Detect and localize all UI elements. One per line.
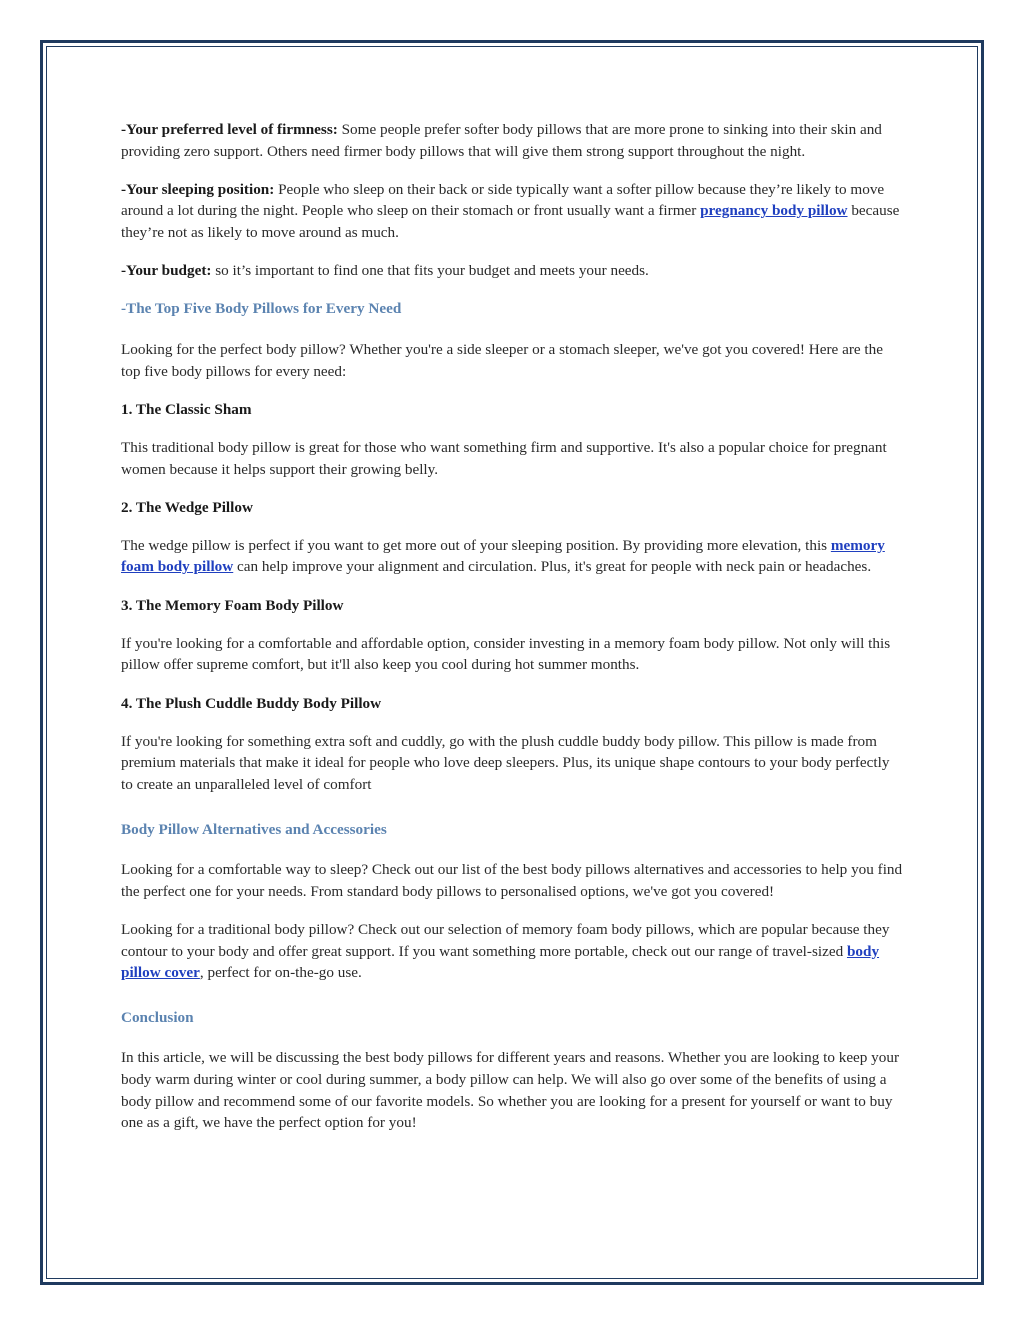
memory-foam-body-pillow-link[interactable]: memory foam body pillow xyxy=(121,536,885,576)
item-title-plush-cuddle-buddy: 4. The Plush Cuddle Buddy Body Pillow xyxy=(121,694,382,712)
sleeping-position-text-before: People who sleep on their back or side typically want a softer pillow because they’re likely to move around a lot during the night. People who sleep on their stomach or front usually want a firmer xyxy=(121,180,885,220)
alternatives-p2-after: , perfect for on-the-go use. xyxy=(199,964,362,982)
item-title-wedge-pillow: 2. The Wedge Pillow xyxy=(121,498,253,516)
top-five-intro: Looking for the perfect body pillow? Whether you're a side sleeper or a stomach sleeper, we've got you covered! Here are the top five body pillows for every need: xyxy=(121,340,883,380)
sleeping-position-label: -Your sleeping position: xyxy=(121,180,275,198)
heading-conclusion: Conclusion xyxy=(121,1008,194,1026)
heading-alternatives: Body Pillow Alternatives and Accessories xyxy=(121,820,387,838)
budget-label: -Your budget: xyxy=(121,262,212,280)
pregnancy-body-pillow-link[interactable]: pregnancy body pillow xyxy=(700,202,848,220)
item-text-classic-sham: This traditional body pillow is great for those who want something firm and supportive. It's also a popular choice for pregnant women because it helps support their growing belly. xyxy=(121,438,887,478)
alternatives-paragraph-1: Looking for a comfortable way to sleep? Check out our list of the best body pillows alternatives and accessories to help you find the perfect one for your needs. From standard body pillows to personalised options, we've got you covered! xyxy=(121,861,903,900)
heading-top-five: -The Top Five Body Pillows for Every Need xyxy=(121,300,402,318)
item-title-memory-foam: 3. The Memory Foam Body Pillow xyxy=(121,596,344,614)
sleeping-position-text-after: because they’re not as likely to move around as much. xyxy=(121,202,900,241)
wedge-text-before: The wedge pillow is perfect if you want to get more out of your sleeping position. By providing more elevation, this xyxy=(121,536,831,554)
alternatives-paragraph-2 xyxy=(121,919,905,984)
item-title-classic-sham: 1. The Classic Sham xyxy=(121,400,252,418)
item-text-wedge-pillow xyxy=(121,535,905,578)
body-pillow-cover-link[interactable]: body pillow cover xyxy=(121,942,880,982)
conclusion-paragraph: In this article, we will be discussing the best body pillows for different years and reasons. Whether you are looking to keep your body warm during winter or cool during summer, a body pillow can help. We will also go over some of the benefits of using a body pillow and recommend some of our favorite models. So whether you are looking for a present for yourself or want to buy one as a gift, we have the perfect option for you! xyxy=(121,1049,900,1132)
paragraph-budget xyxy=(121,260,905,282)
alternatives-p2-before: Looking for a traditional body pillow? Check out our selection of memory foam body pillows, which are popular because they contour to your body and offer great support. If you want something more portable, check out our range of travel-sized xyxy=(121,920,890,960)
document-body xyxy=(121,119,905,1150)
paragraph-sleeping-position xyxy=(121,179,905,244)
paragraph-firmness xyxy=(121,119,905,162)
item-text-memory-foam: If you're looking for a comfortable and affordable option, consider investing in a memory foam body pillow. Not only will this pillow offer supreme comfort, but it'll also keep you cool during hot summer months. xyxy=(121,634,891,674)
item-text-plush-cuddle-buddy: If you're looking for something extra soft and cuddly, go with the plush cuddle buddy body pillow. This pillow is made from premium materials that make it ideal for people who love deep sleepers. Plus, its unique shape contours to your body perfectly to create an unparalleled level of comfort xyxy=(121,732,890,793)
firmness-text: Some people prefer softer body pillows that are more prone to sinking into their skin and providing zero support. Others need firmer body pillows that will give them strong support throughout the night. xyxy=(121,121,882,160)
firmness-label: -Your preferred level of firmness: xyxy=(121,121,338,138)
budget-text: so it’s important to find one that fits your budget and meets your needs. xyxy=(211,262,649,280)
wedge-text-after: can help improve your alignment and circulation. Plus, it's great for people with neck pain or headaches. xyxy=(233,558,872,576)
